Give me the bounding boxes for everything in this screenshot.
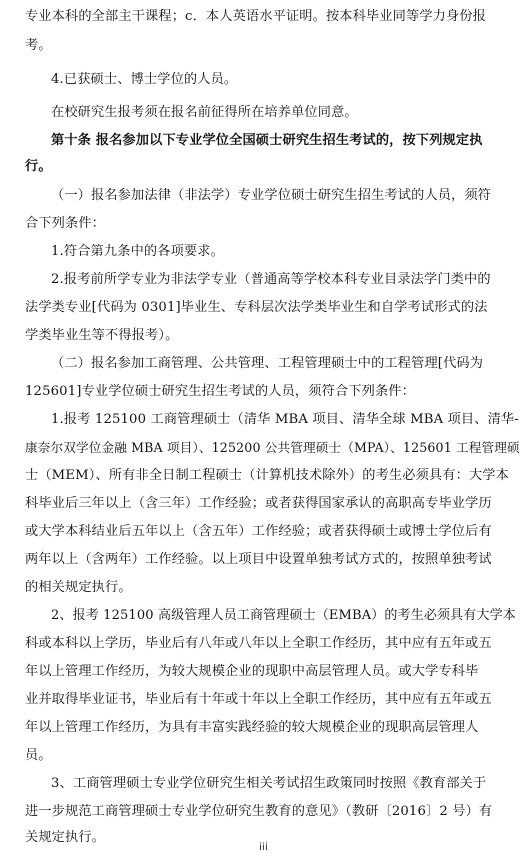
page-number: iii bbox=[259, 842, 268, 853]
text-line: 学类毕业生等不得报考）。 bbox=[25, 328, 179, 343]
text-line: 法学类专业[代码为 0301]毕业生、专科层次法学类毕业生和自学考试形式的法 bbox=[25, 300, 488, 315]
text-line: 1.报考 125100 工商管理硕士（清华 MBA 项目、清华全球 MBA 项目、清华- bbox=[51, 412, 519, 427]
text-line: 关规定执行。 bbox=[25, 830, 106, 845]
text-line: 士（MEM）、所有非全日制工程硕士（计算机技术除外）的考生必须具有：大学本 bbox=[25, 468, 509, 483]
text-line: 2.报考前所学专业为非法学专业（普通高等学校本科专业目录法学门类中的 bbox=[51, 272, 491, 287]
article-heading: 第十条 报名参加以下专业学位全国硕士研究生招生考试的，按下列规定执 bbox=[51, 133, 483, 148]
text-line: 业并取得毕业证书，毕业后有十年或十年以上全职工作经历，其中应有五年或五 bbox=[25, 692, 492, 707]
text-line: 的相关规定执行。 bbox=[25, 580, 132, 595]
text-line: 1.符合第九条中的各项要求。 bbox=[51, 244, 224, 259]
text-line: 在校研究生报考须在报名前征得所在培养单位同意。 bbox=[51, 105, 358, 120]
text-line: 两年以上（含两年）工作经验。以上项目中设置单独考试方式的，按照单独考试 bbox=[25, 552, 492, 567]
text-line: 进一步规范工商管理硕士专业学位研究生教育的意见》（教研〔2016〕2 号）有 bbox=[25, 804, 493, 819]
text-line: 康奈尔双学位金融 MBA 项目）、125200 公共管理硕士（MPA）、125601 工程管理硕 bbox=[25, 440, 520, 455]
text-line: 科毕业后三年以上（含三年）工作经验；或者获得国家承认的高职高专毕业学历 bbox=[25, 496, 492, 511]
text-line: 年以上管理工作经历，为较大规模企业的现职中高层管理人员。或大学专科毕 bbox=[25, 664, 479, 679]
text-line: （一）报名参加法律（非法学）专业学位硕士研究生招生考试的人员，须符 bbox=[51, 188, 492, 203]
text-line: 或大学本科结业后五年以上（含五年）工作经验；或者获得硕士或博士学位后有 bbox=[25, 524, 492, 539]
text-line: 2、报考 125100 高级管理人员工商管理硕士（EMBA）的考生必须具有大学本 bbox=[51, 608, 516, 623]
article-heading-cont: 行。 bbox=[25, 159, 52, 174]
text-line: 科或本科以上学历，毕业后有八年或八年以上全职工作经历，其中应有五年或五 bbox=[25, 636, 492, 651]
text-line: 年以上管理工作经历，为具有丰富实践经验的较大规模企业的现职高层管理人 bbox=[25, 720, 479, 735]
text-line: 专业本科的全部主干课程；c．本人英语水平证明。按本科毕业同等学力身份报 bbox=[25, 9, 487, 24]
text-line: 3、工商管理硕士专业学位研究生相关考试招生政策同时按照《教育部关于 bbox=[51, 776, 487, 791]
text-line: 合下列条件： bbox=[25, 216, 106, 231]
text-line: 员。 bbox=[25, 748, 52, 763]
text-line: 4.已获硕士、博士学位的人员。 bbox=[51, 72, 238, 87]
text-line: 125601]专业学位硕士研究生招生考试的人员，须符合下列条件： bbox=[25, 384, 415, 399]
text-line: （二）报名参加工商管理、公共管理、工程管理硕士中的工程管理[代码为 bbox=[51, 356, 484, 371]
text-line: 考。 bbox=[25, 38, 52, 53]
